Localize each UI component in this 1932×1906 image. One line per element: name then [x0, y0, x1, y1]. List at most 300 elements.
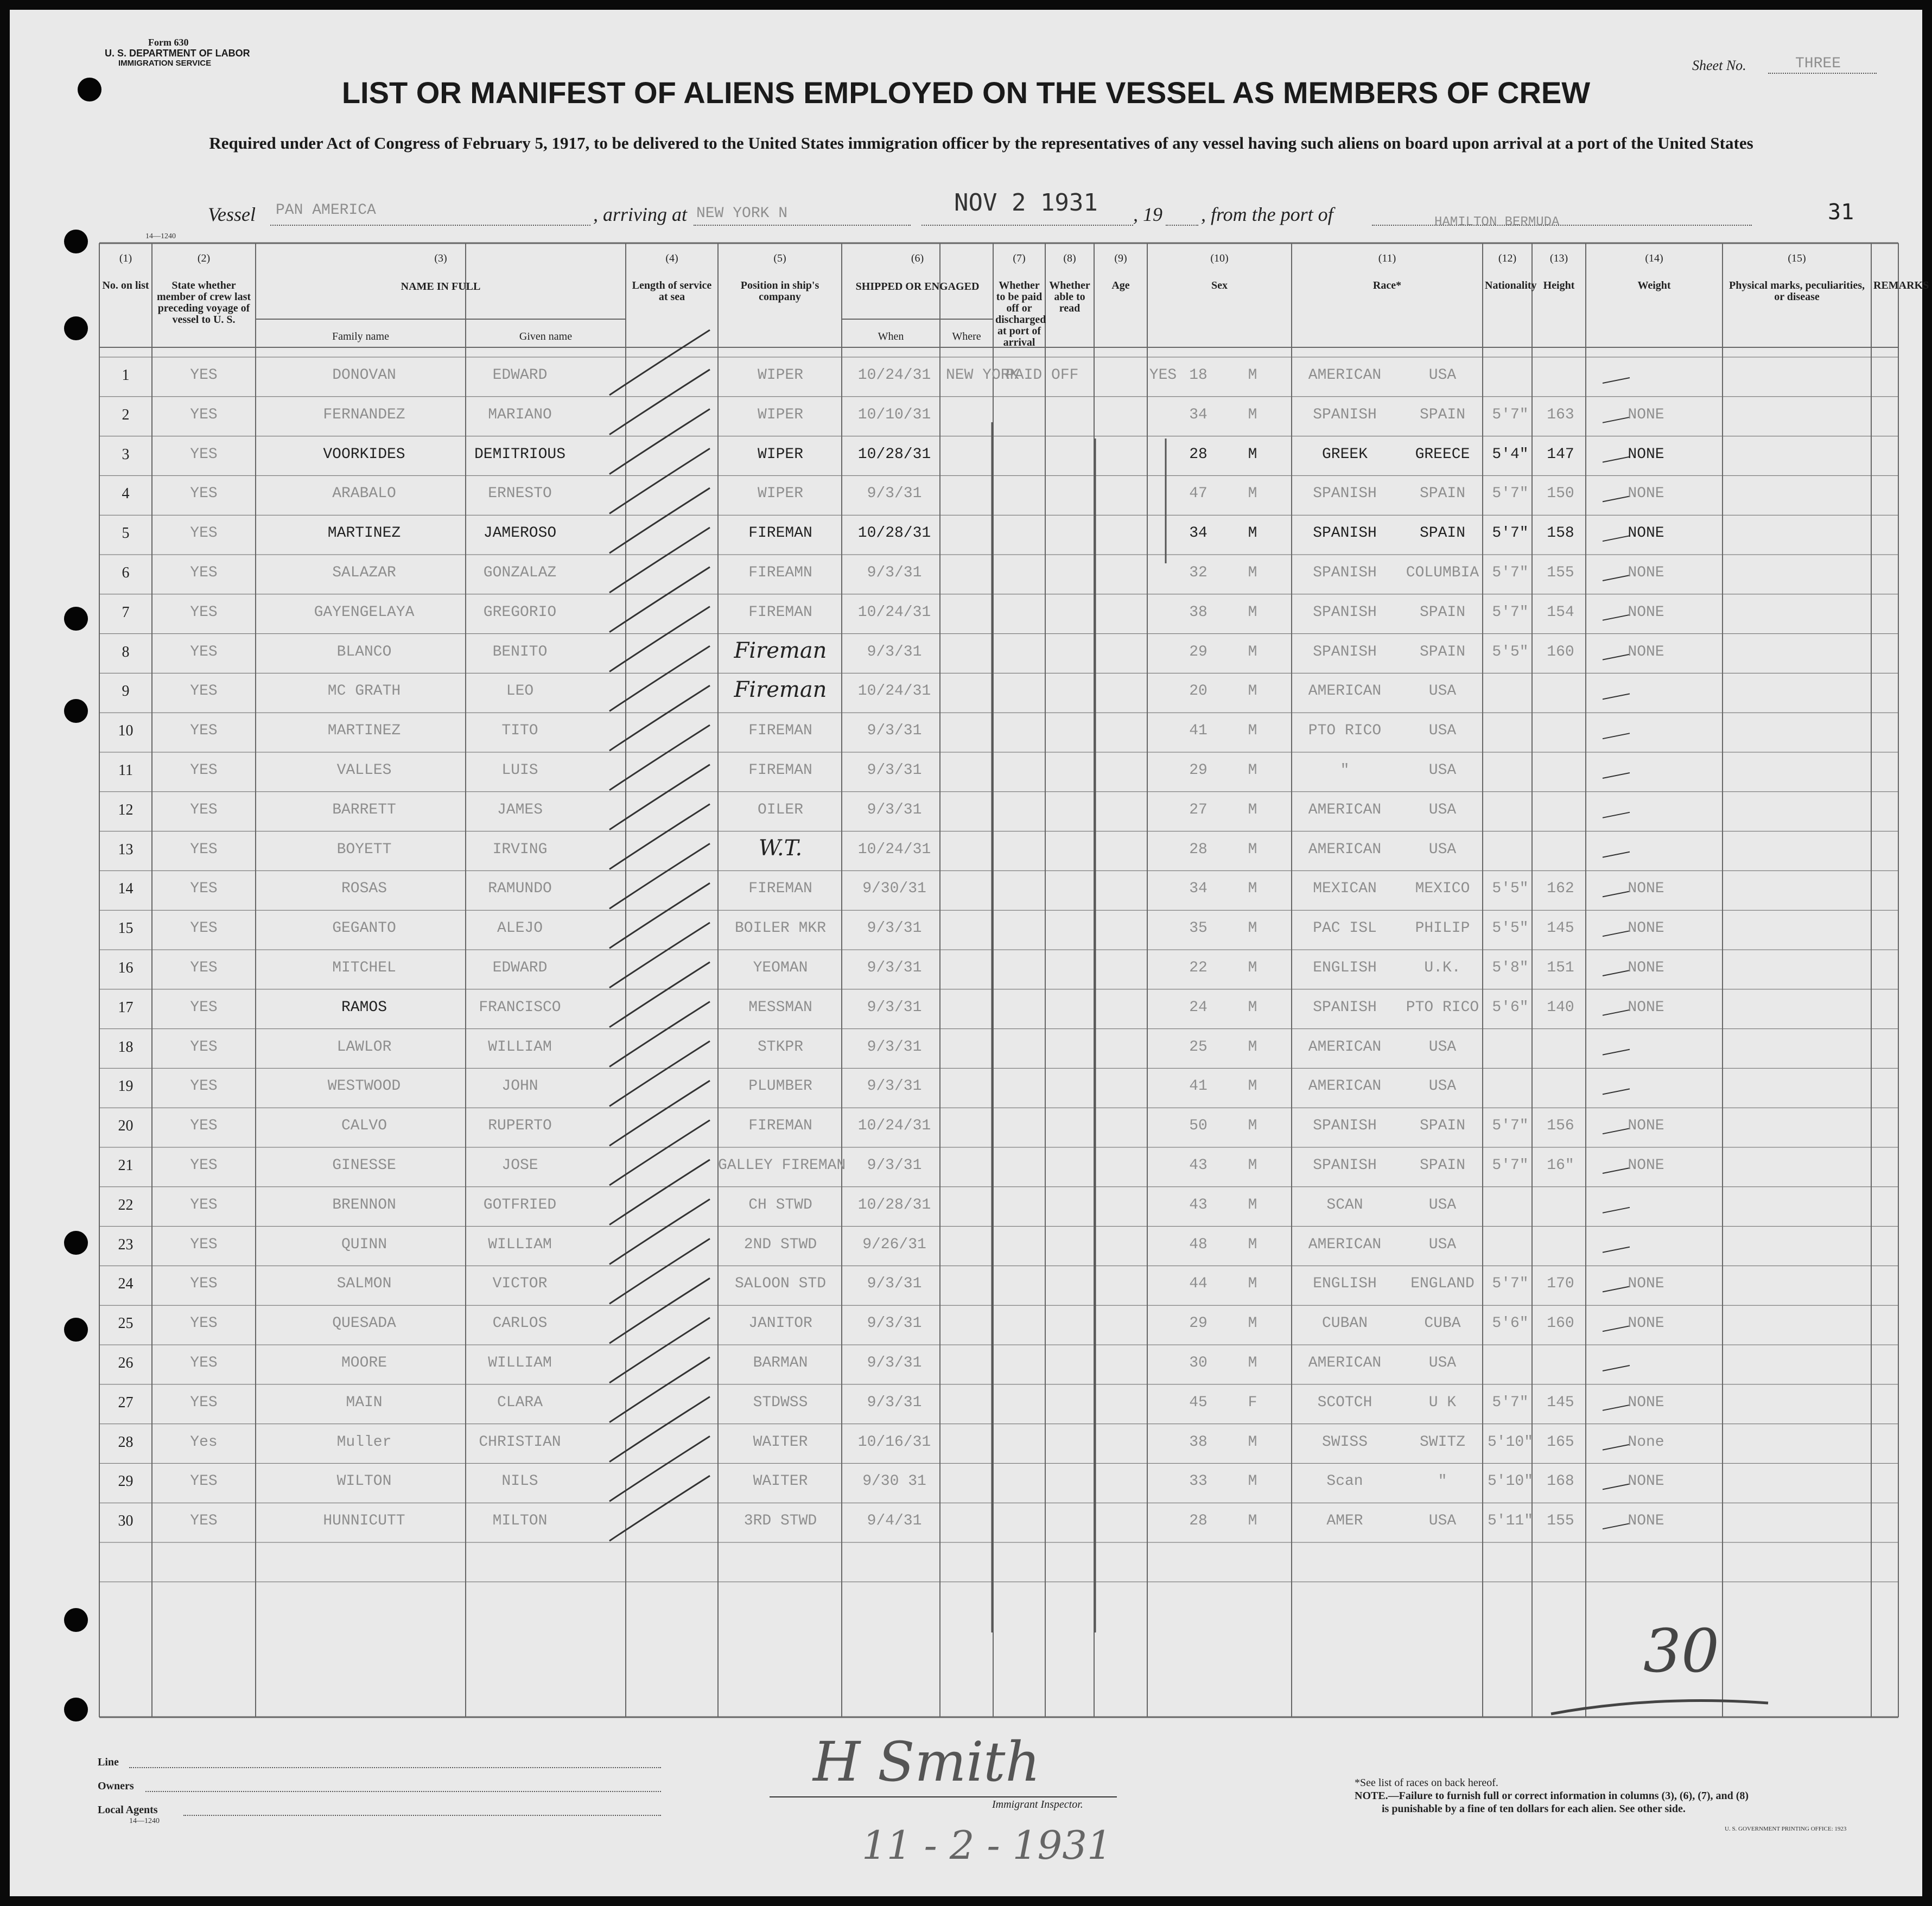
age-cell: 34: [1189, 406, 1208, 423]
age-cell: 38: [1189, 603, 1208, 621]
service-check-mark: [609, 765, 710, 830]
inspector-signature: H Smith: [813, 1730, 1040, 1794]
sex-cell: M: [1248, 920, 1257, 937]
row-number: 3: [122, 446, 130, 463]
sheet-number: THREE: [1795, 55, 1841, 72]
age-cell: 28: [1189, 446, 1208, 463]
previous-voyage-cell: YES: [190, 1157, 218, 1174]
family-name-cell: LAWLOR: [336, 1038, 392, 1056]
given-name-cell: ERNESTO: [488, 485, 552, 503]
family-name-cell: QUESADA: [332, 1315, 396, 1332]
position-cell: PLUMBER: [748, 1078, 812, 1095]
department-label: U. S. DEPARTMENT OF LABOR: [105, 48, 250, 59]
position-cell: FIREMAN: [748, 722, 812, 740]
sex-cell: M: [1248, 1078, 1257, 1095]
service-check-mark: [609, 725, 710, 790]
marks-check-stroke: [1603, 1208, 1630, 1213]
column-header: Weight: [1637, 279, 1671, 291]
nationality-cell: U.K.: [1424, 960, 1461, 976]
row-number: 23: [118, 1236, 134, 1253]
weight-cell: 160: [1547, 1315, 1574, 1332]
position-cell: W.T.: [758, 835, 803, 861]
previous-voyage-cell: YES: [190, 1275, 218, 1293]
shipped-when-cell: 10/24/31: [857, 1117, 931, 1135]
service-check-mark: [609, 804, 710, 869]
position-cell: BARMAN: [753, 1355, 808, 1371]
sex-cell: M: [1248, 406, 1257, 423]
sex-cell: M: [1248, 683, 1257, 700]
shipped-when-cell: 9/4/31: [867, 1513, 922, 1530]
previous-voyage-cell: YES: [190, 446, 218, 463]
physical-marks-cell: NONE: [1628, 1473, 1664, 1490]
given-name-cell: MARIANO: [488, 406, 552, 423]
penalty-note-1: NOTE.—Failure to furnish full or correct information in columns (3), (6), (7), and (8): [1355, 1790, 1749, 1802]
race-cell: PTO RICO: [1308, 722, 1382, 740]
weight-cell: 158: [1547, 525, 1574, 542]
column-header: No. on list: [102, 279, 149, 291]
column-number: (15): [1788, 252, 1806, 264]
age-cell: 43: [1189, 1196, 1208, 1214]
race-cell: SPANISH: [1313, 1117, 1377, 1135]
race-cell: SWISS: [1321, 1433, 1368, 1451]
service-check-mark: [609, 1199, 710, 1265]
shipped-when-cell: 9/26/31: [862, 1236, 926, 1253]
column-number: (4): [665, 252, 678, 264]
physical-marks-cell: NONE: [1628, 960, 1664, 976]
previous-voyage-cell: YES: [190, 722, 218, 740]
sex-cell: M: [1248, 1315, 1257, 1332]
previous-voyage-cell: YES: [190, 1038, 218, 1056]
vessel-label: Vessel: [208, 204, 256, 225]
previous-voyage-cell: YES: [190, 367, 218, 384]
position-cell: WAITER: [753, 1473, 808, 1490]
shipped-when-cell: 9/3/31: [867, 1078, 922, 1095]
race-cell: SPANISH: [1313, 485, 1377, 503]
shipped-when-cell: 9/3/31: [867, 1315, 922, 1332]
physical-marks-cell: NONE: [1628, 1315, 1664, 1332]
age-cell: 43: [1189, 1157, 1208, 1174]
age-cell: 41: [1189, 722, 1208, 740]
family-name-cell: MARTINEZ: [327, 525, 401, 542]
column-subheader: Where: [952, 331, 981, 342]
shipped-when-cell: 9/3/31: [867, 1394, 922, 1411]
previous-voyage-cell: YES: [190, 841, 218, 858]
weight-cell: 147: [1547, 446, 1574, 463]
physical-marks-cell: NONE: [1628, 603, 1664, 621]
weight-cell: 151: [1547, 960, 1574, 976]
nationality-cell: USA: [1428, 1196, 1457, 1214]
service-check-mark: [609, 646, 710, 711]
age-cell: 29: [1189, 762, 1208, 779]
column-number: (1): [119, 252, 132, 264]
service-check-mark: [609, 488, 710, 553]
age-cell: 29: [1189, 1315, 1208, 1332]
shipped-when-cell: 9/3/31: [867, 1355, 922, 1371]
races-note: *See list of races on back hereof.: [1355, 1777, 1498, 1789]
family-name-cell: MITCHEL: [332, 960, 396, 976]
sex-cell: M: [1248, 564, 1257, 581]
column-header: Nationality: [1485, 279, 1537, 291]
given-name-cell: DEMITRIOUS: [474, 446, 566, 463]
height-cell: 5'7": [1492, 564, 1529, 581]
family-name-cell: FERNANDEZ: [323, 406, 405, 423]
position-cell: WIPER: [757, 406, 803, 423]
service-check-mark: [609, 1238, 710, 1304]
age-cell: 34: [1189, 525, 1208, 542]
family-name-cell: MC GRATH: [327, 683, 401, 700]
age-cell: 38: [1189, 1433, 1208, 1451]
race-cell: SPANISH: [1313, 406, 1377, 423]
nationality-cell: SPAIN: [1419, 1157, 1465, 1174]
age-cell: 22: [1189, 960, 1208, 976]
nationality-cell: SPAIN: [1419, 603, 1465, 621]
service-label: IMMIGRATION SERVICE: [118, 59, 212, 68]
previous-voyage-cell: YES: [190, 1473, 218, 1490]
previous-voyage-cell: YES: [190, 564, 218, 581]
column-header: Position in ship's company: [740, 279, 819, 303]
given-name-cell: LUIS: [501, 762, 538, 779]
race-cell: SPANISH: [1313, 643, 1377, 660]
sex-cell: M: [1248, 1275, 1257, 1293]
row-number: 26: [118, 1355, 134, 1371]
column-number: (5): [773, 252, 786, 264]
physical-marks-cell: NONE: [1628, 1394, 1664, 1411]
weight-cell: 168: [1547, 1473, 1574, 1490]
marks-check-stroke: [1603, 378, 1630, 383]
row-number: 6: [122, 564, 130, 581]
row-number: 29: [118, 1473, 134, 1490]
race-cell: SCAN: [1326, 1196, 1363, 1214]
position-cell: BOILER MKR: [734, 920, 827, 937]
weight-cell: 163: [1547, 406, 1574, 423]
previous-voyage-cell: YES: [190, 880, 218, 898]
column-number: (2): [197, 252, 211, 264]
family-name-cell: GEGANTO: [332, 920, 396, 937]
departure-port: HAMILTON BERMUDA: [1434, 215, 1560, 230]
nationality-cell: SWITZ: [1419, 1433, 1465, 1451]
given-name-cell: JAMEROSO: [483, 525, 557, 542]
given-name-cell: MILTON: [492, 1513, 548, 1530]
column-number: (10): [1210, 252, 1229, 264]
row-number: 9: [122, 683, 130, 700]
sex-cell: M: [1248, 603, 1257, 621]
race-cell: SPANISH: [1313, 525, 1377, 542]
previous-voyage-cell: YES: [190, 1394, 218, 1411]
physical-marks-cell: NONE: [1628, 406, 1664, 423]
able-to-read-cell: YES: [1149, 367, 1177, 384]
position-cell: 3RD STWD: [743, 1513, 817, 1530]
row-number: 24: [118, 1275, 134, 1293]
previous-voyage-cell: YES: [190, 1513, 218, 1530]
height-cell: 5'6": [1492, 999, 1529, 1016]
sex-cell: M: [1248, 1157, 1257, 1174]
position-cell: WIPER: [757, 446, 803, 463]
owners-label: Owners: [98, 1780, 134, 1792]
family-name-cell: BRENNON: [332, 1196, 396, 1214]
weight-cell: 154: [1547, 603, 1574, 621]
row-number: 5: [122, 525, 130, 542]
nationality-cell: COLUMBIA: [1406, 564, 1479, 581]
nationality-cell: USA: [1428, 367, 1457, 384]
total-count-mark: 30: [1643, 1616, 1719, 1686]
previous-voyage-cell: YES: [190, 603, 218, 621]
shipped-when-cell: 9/30/31: [862, 880, 926, 898]
previous-voyage-cell: YES: [190, 920, 218, 937]
shipped-when-cell: 10/28/31: [857, 446, 931, 463]
shipped-when-cell: 9/3/31: [867, 762, 922, 779]
nationality-cell: USA: [1428, 801, 1457, 818]
shipped-when-cell: 9/3/31: [867, 722, 922, 740]
sex-cell: M: [1248, 1236, 1257, 1253]
column-header: State whether member of crew last preceding voyage of vessel to U. S.: [156, 279, 251, 326]
nationality-cell: USA: [1428, 1513, 1457, 1530]
previous-voyage-cell: YES: [190, 683, 218, 700]
race-cell: AMERICAN: [1308, 1078, 1382, 1095]
column-header: Whether to be paid off or discharged at port of arrival: [995, 279, 1046, 348]
position-cell: SALOON STD: [734, 1275, 827, 1293]
column-header: Sex: [1211, 279, 1228, 291]
service-check-mark: [609, 409, 710, 474]
given-name-cell: NILS: [501, 1473, 538, 1490]
previous-voyage-cell: Yes: [190, 1433, 218, 1451]
race-cell: SPANISH: [1313, 603, 1377, 621]
shipped-when-cell: 10/24/31: [857, 367, 931, 384]
sex-cell: M: [1248, 1196, 1257, 1214]
position-cell: FIREMAN: [748, 880, 812, 898]
position-cell: WIPER: [757, 367, 803, 384]
given-name-cell: ALEJO: [497, 920, 543, 937]
service-check-mark: [609, 607, 710, 672]
position-cell: FIREMAN: [748, 762, 812, 779]
age-cell: 35: [1189, 920, 1208, 937]
age-cell: 34: [1189, 880, 1208, 898]
physical-marks-cell: NONE: [1628, 564, 1664, 581]
shipped-when-cell: 9/3/31: [867, 485, 922, 503]
nationality-cell: SPAIN: [1419, 406, 1465, 423]
weight-cell: 165: [1547, 1433, 1574, 1451]
shipped-when-cell: 10/24/31: [857, 841, 931, 858]
previous-voyage-cell: YES: [190, 1196, 218, 1214]
row-number: 13: [118, 841, 134, 858]
given-name-cell: WILLIAM: [488, 1355, 552, 1371]
family-name-cell: RAMOS: [341, 999, 387, 1016]
total-underline: [1546, 1692, 1774, 1725]
race-cell: AMERICAN: [1308, 683, 1382, 700]
row-number: 4: [122, 485, 130, 503]
age-cell: 25: [1189, 1038, 1208, 1056]
arriving-label: , arriving at: [593, 204, 688, 225]
given-name-cell: BENITO: [492, 643, 548, 660]
height-cell: 5'5": [1492, 643, 1529, 660]
sex-cell: M: [1248, 485, 1257, 503]
race-cell: PAC ISL: [1313, 920, 1377, 937]
nationality-cell: USA: [1428, 683, 1457, 700]
weight-cell: 155: [1547, 564, 1574, 581]
service-check-mark: [609, 567, 710, 632]
service-check-mark: [609, 1318, 710, 1383]
position-cell: FIREMAN: [748, 603, 812, 621]
penalty-note-2: is punishable by a fine of ten dollars for each alien. See other side.: [1382, 1803, 1686, 1815]
given-name-cell: GOTFRIED: [483, 1196, 557, 1214]
shipped-when-cell: 9/3/31: [867, 801, 922, 818]
previous-voyage-cell: YES: [190, 1236, 218, 1253]
age-cell: 24: [1189, 999, 1208, 1016]
physical-marks-cell: None: [1628, 1433, 1664, 1451]
sex-cell: M: [1248, 1038, 1257, 1056]
nationality-cell: MEXICO: [1415, 880, 1470, 898]
family-name-cell: GINESSE: [332, 1157, 396, 1174]
column-subheader: When: [878, 331, 904, 342]
shipped-when-cell: 9/3/31: [867, 1157, 922, 1174]
given-name-cell: LEO: [506, 683, 534, 700]
inspector-label: Immigrant Inspector.: [992, 1799, 1083, 1810]
row-number: 1: [122, 367, 130, 384]
column-header: Whether able to read: [1049, 279, 1090, 314]
marks-check-stroke: [1603, 1365, 1630, 1371]
height-cell: 5'10": [1487, 1433, 1533, 1451]
position-cell: WAITER: [753, 1433, 808, 1451]
form-number: Form 630: [148, 37, 189, 48]
marks-check-stroke: [1603, 852, 1630, 857]
print-code: 14—1240: [145, 232, 176, 240]
weight-cell: 155: [1547, 1513, 1574, 1530]
previous-voyage-cell: YES: [190, 762, 218, 779]
service-check-mark: [609, 843, 710, 908]
service-check-mark: [609, 1120, 710, 1185]
given-name-cell: GREGORIO: [483, 603, 557, 621]
previous-voyage-cell: YES: [190, 1315, 218, 1332]
nationality-cell: ENGLAND: [1410, 1275, 1475, 1293]
sheet-label: Sheet No.: [1692, 58, 1746, 73]
nationality-cell: USA: [1428, 841, 1457, 858]
family-name-cell: CALVO: [341, 1117, 387, 1135]
physical-marks-cell: NONE: [1628, 446, 1664, 463]
age-cell: 33: [1189, 1473, 1208, 1490]
nationality-cell: USA: [1428, 1236, 1457, 1253]
nationality-cell: USA: [1428, 722, 1457, 740]
row-number: 11: [118, 762, 133, 779]
physical-marks-cell: NONE: [1628, 1117, 1664, 1135]
race-cell: GREEK: [1321, 446, 1368, 463]
previous-voyage-cell: YES: [190, 999, 218, 1016]
height-cell: 5'7": [1492, 1275, 1529, 1293]
race-cell: Scan: [1326, 1473, 1363, 1490]
page-mark: 31: [1828, 200, 1854, 225]
age-cell: 48: [1189, 1236, 1208, 1253]
race-cell: ": [1340, 762, 1350, 779]
column-header: SHIPPED OR ENGAGED: [855, 281, 980, 293]
marks-check-stroke: [1603, 773, 1630, 778]
height-cell: 5'6": [1492, 1315, 1529, 1332]
column-number: (13): [1549, 252, 1568, 264]
weight-cell: 140: [1547, 999, 1574, 1016]
nationality-cell: SPAIN: [1419, 485, 1465, 503]
physical-marks-cell: NONE: [1628, 999, 1664, 1016]
previous-voyage-cell: YES: [190, 525, 218, 542]
column-subheader: Family name: [332, 331, 389, 342]
manifest-grid: [10, 10, 1929, 1896]
row-number: 28: [118, 1433, 134, 1451]
given-name-cell: WILLIAM: [488, 1236, 552, 1253]
given-name-cell: JAMES: [497, 801, 543, 818]
previous-voyage-cell: YES: [190, 1117, 218, 1135]
race-cell: SPANISH: [1313, 1157, 1377, 1174]
position-cell: STDWSS: [753, 1394, 808, 1411]
age-cell: 28: [1189, 841, 1208, 858]
given-name-cell: WILLIAM: [488, 1038, 552, 1056]
row-number: 15: [118, 920, 134, 937]
physical-marks-cell: NONE: [1628, 485, 1664, 503]
family-name-cell: SALAZAR: [332, 564, 396, 581]
sex-cell: F: [1248, 1394, 1257, 1411]
row-number: 22: [118, 1196, 134, 1214]
height-cell: 5'10": [1487, 1473, 1533, 1490]
printer-imprint: U. S. GOVERNMENT PRINTING OFFICE: 1923: [1725, 1826, 1847, 1832]
weight-cell: 145: [1547, 920, 1574, 937]
column-header: Height: [1543, 279, 1575, 291]
nationality-cell: SPAIN: [1419, 643, 1465, 660]
height-cell: 5'11": [1487, 1513, 1533, 1530]
sex-cell: M: [1248, 446, 1257, 463]
row-number: 8: [122, 643, 130, 660]
shipped-when-cell: 9/3/31: [867, 643, 922, 660]
sex-cell: M: [1248, 1433, 1257, 1451]
sex-cell: M: [1248, 722, 1257, 740]
shipped-when-cell: 10/16/31: [857, 1433, 931, 1451]
row-number: 17: [118, 999, 134, 1016]
weight-cell: 170: [1547, 1275, 1574, 1293]
age-cell: 47: [1189, 485, 1208, 503]
shipped-when-cell: 9/3/31: [867, 564, 922, 581]
family-name-cell: QUINN: [341, 1236, 387, 1253]
service-check-mark: [609, 1357, 710, 1422]
given-name-cell: CHRISTIAN: [479, 1433, 561, 1451]
family-name-cell: SALMON: [336, 1275, 392, 1293]
nationality-cell: CUBA: [1424, 1315, 1461, 1332]
position-cell: JANITOR: [748, 1315, 812, 1332]
height-cell: 5'5": [1492, 880, 1529, 898]
service-check-mark: [609, 1397, 710, 1462]
column-subheader: Given name: [519, 331, 573, 342]
shipped-when-cell: 9/3/31: [867, 960, 922, 976]
page-subtitle: Required under Act of Congress of February 5, 1917, to be delivered to the United States immigration officer by the representatives of any vessel having such aliens on board upon arrival at a port of the United States: [209, 134, 1753, 153]
shipped-when-cell: 9/3/31: [867, 999, 922, 1016]
race-cell: AMER: [1326, 1513, 1363, 1530]
column-header: Race*: [1372, 279, 1402, 291]
service-check-mark: [609, 448, 710, 513]
race-cell: SCOTCH: [1317, 1394, 1372, 1411]
column-number: (3): [434, 252, 447, 264]
agents-code: 14—1240: [129, 1817, 160, 1825]
given-name-cell: EDWARD: [492, 367, 548, 384]
family-name-cell: GAYENGELAYA: [314, 603, 415, 621]
physical-marks-cell: NONE: [1628, 920, 1664, 937]
column-number: (6): [911, 252, 924, 264]
given-name-cell: RUPERTO: [488, 1117, 552, 1135]
shipped-when-cell: 10/10/31: [857, 406, 931, 423]
weight-cell: 16": [1547, 1157, 1574, 1174]
service-check-mark: [609, 1002, 710, 1067]
height-cell: 5'7": [1492, 406, 1529, 423]
service-check-mark: [609, 1160, 710, 1225]
shipped-when-cell: 10/24/31: [857, 683, 931, 700]
position-cell: Fireman: [734, 677, 827, 703]
sex-cell: M: [1248, 367, 1257, 384]
physical-marks-cell: NONE: [1628, 880, 1664, 898]
family-name-cell: MOORE: [341, 1355, 387, 1371]
age-cell: 45: [1189, 1394, 1208, 1411]
nationality-cell: SPAIN: [1419, 525, 1465, 542]
